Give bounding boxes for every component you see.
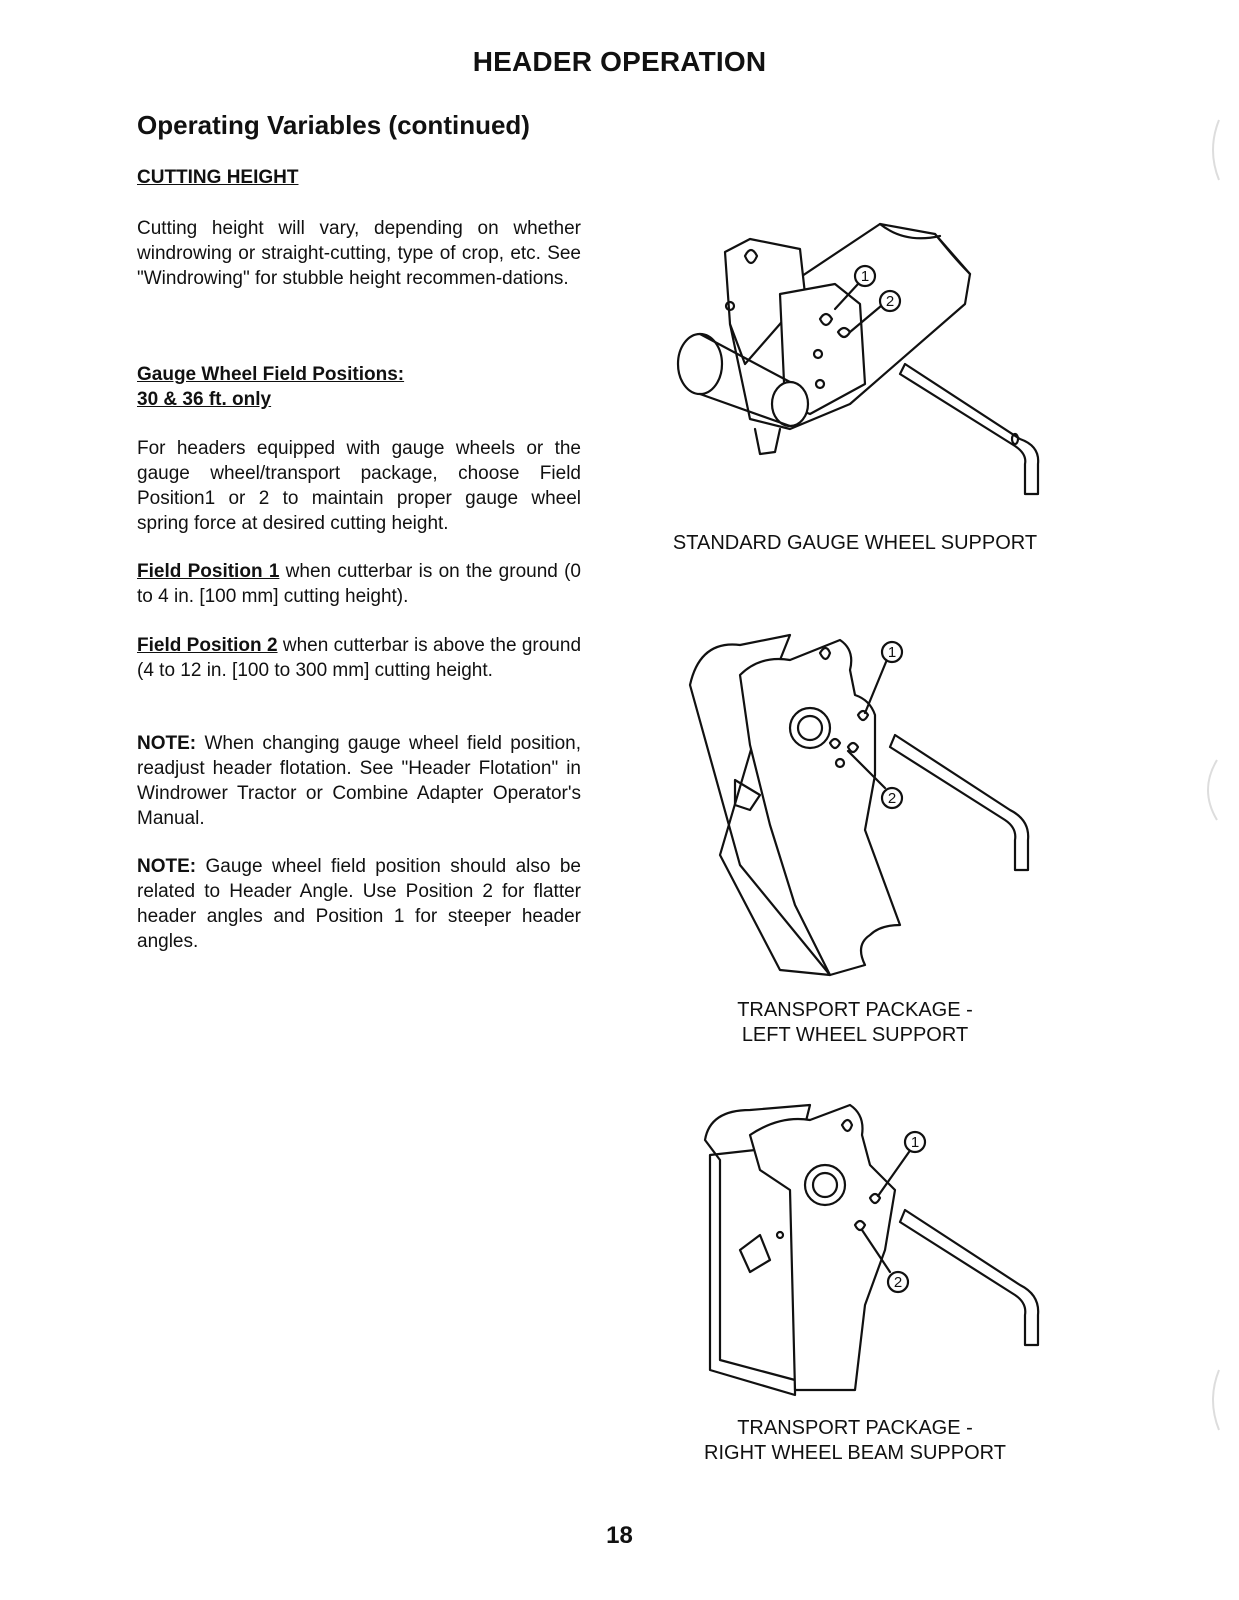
field-position-2-paragraph xyxy=(137,633,581,683)
note-text: When changing gauge wheel field position, readjust header flotation. See "Header Flotation" in Windrower Tractor or Combine Adapter Operator's Manual. xyxy=(137,733,581,829)
note-header-angle xyxy=(137,854,581,954)
note-flotation xyxy=(137,731,581,831)
page-number: 18 xyxy=(606,1522,633,1549)
figure-1-caption: STANDARD GAUGE WHEEL SUPPORT xyxy=(672,532,1038,554)
left-wheel-support-figure xyxy=(680,625,1080,995)
figure-3-caption-line-1: TRANSPORT PACKAGE - xyxy=(737,1417,973,1439)
field-position-2-text: when cutterbar is above the ground (4 to 12 in. [100 to 300 mm] cutting height. xyxy=(137,635,582,681)
figure-2-caption-line-2: LEFT WHEEL SUPPORT xyxy=(741,1024,969,1046)
note-text: Gauge wheel field position should also be related to Header Angle. Use Position 2 for flatter header angles and Position 1 for steeper header angles. xyxy=(137,856,581,952)
field-position-1-paragraph xyxy=(137,559,581,609)
callout-2: 2 xyxy=(887,790,897,807)
callout-1: 1 xyxy=(860,268,870,285)
field-position-1-text: when cutterbar is on the ground (0 to 4 in. [100 mm] cutting height). xyxy=(137,561,581,607)
binder-margin-marks xyxy=(1179,0,1239,1600)
note-label: NOTE: xyxy=(137,733,197,754)
cutting-height-intro: Cutting height will vary, depending on whether windrowing or straight-cutting, type of crop, etc. See "Windrowing" for stubble height recommen-dations. xyxy=(137,218,581,289)
field-position-2-label: Field Position 2 xyxy=(137,635,278,656)
note-label: NOTE: xyxy=(137,856,197,877)
figure-2-caption-line-1: TRANSPORT PACKAGE - xyxy=(737,999,973,1021)
page-header-title: HEADER OPERATION xyxy=(472,46,767,77)
cutting-height-heading: CUTTING HEIGHT xyxy=(137,167,299,188)
figure-3-caption-line-2: RIGHT WHEEL BEAM SUPPORT xyxy=(704,1442,1006,1464)
callout-1: 1 xyxy=(887,644,897,661)
section-title: Operating Variables (continued) xyxy=(137,110,530,140)
gauge-wheel-body: For headers equipped with gauge wheels or the gauge wheel/transport package, choose Field Position1 or 2 to maintain proper gauge wheel spring force at desired cutting height. xyxy=(137,438,581,534)
callout-2: 2 xyxy=(893,1274,903,1291)
gauge-wheel-subheading: 30 & 36 ft. only xyxy=(137,389,272,410)
right-wheel-beam-support-figure xyxy=(690,1100,1090,1415)
callout-2: 2 xyxy=(885,293,895,310)
field-position-1-label: Field Position 1 xyxy=(137,561,280,582)
standard-gauge-wheel-support-figure xyxy=(670,214,1070,514)
callout-1: 1 xyxy=(910,1134,920,1151)
gauge-wheel-heading: Gauge Wheel Field Positions: xyxy=(137,364,405,385)
